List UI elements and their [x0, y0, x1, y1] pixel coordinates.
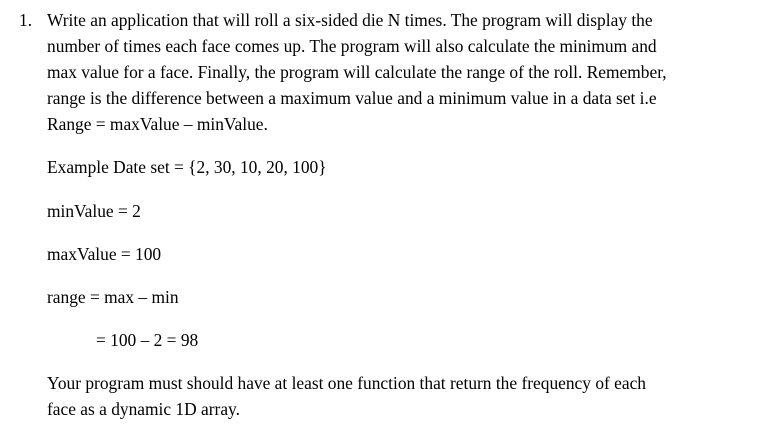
- example-range-calculation: = 100 – 2 = 98: [96, 330, 199, 350]
- requirement-line-1: Your program must should have at least one function that return the frequency of each: [47, 373, 646, 393]
- list-item-number: 1.: [19, 10, 33, 30]
- paragraph-line-4: range is the difference between a maximum value and a minimum value in a data set i.e: [47, 88, 657, 108]
- paragraph-line-1: Write an application that will roll a six-sided die N times. The program will display the: [47, 10, 653, 30]
- example-data-set: Example Date set = {2, 30, 10, 20, 100}: [47, 157, 327, 177]
- paragraph-line-2: number of times each face comes up. The program will also calculate the minimum and: [47, 36, 657, 56]
- example-max-value: maxValue = 100: [47, 244, 162, 264]
- requirement-line-2: face as a dynamic 1D array.: [47, 399, 240, 419]
- example-min-value: minValue = 2: [47, 201, 141, 221]
- paragraph-line-5: Range = maxValue – minValue.: [47, 114, 268, 134]
- paragraph-line-3: max value for a face. Finally, the program will calculate the range of the roll. Remember,: [47, 62, 667, 82]
- example-range-formula: range = max – min: [47, 287, 179, 307]
